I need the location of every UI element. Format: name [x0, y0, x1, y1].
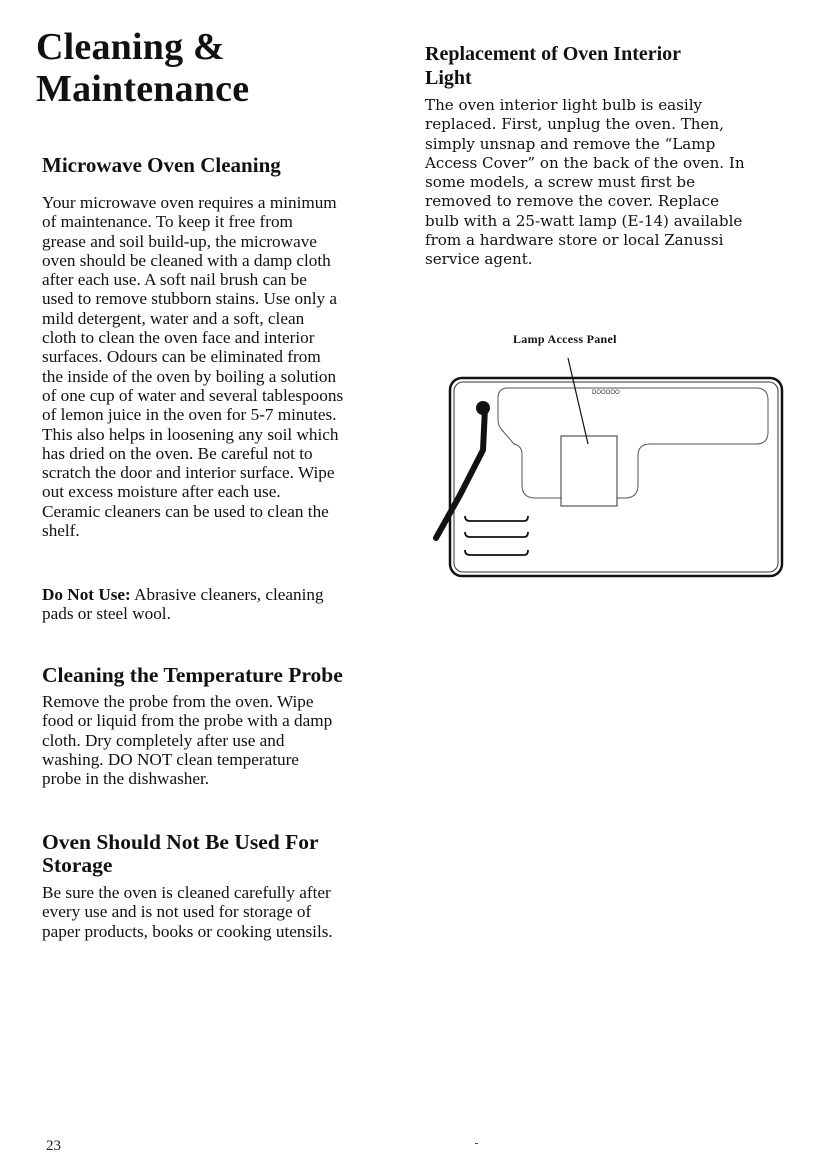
section-body	[425, 96, 805, 270]
text-line: some models, a screw must first be	[425, 173, 696, 192]
oven-back-diagram	[430, 320, 790, 590]
cord-plug-icon	[476, 401, 490, 415]
page-title-line-2: Maintenance	[36, 68, 250, 110]
text-line: of lemon juice in the oven for 5-7 minutes.	[42, 405, 337, 425]
text-line: bulb with a 25-watt lamp (E-14) available	[425, 211, 743, 230]
text-line	[42, 585, 412, 604]
text-line: used to remove stubborn stains. Use only a	[42, 289, 338, 309]
section-heading: Microwave Oven Cleaning	[42, 153, 281, 177]
text-line: Access Cover” on the back of the oven. In	[425, 153, 745, 172]
text-line: out excess moisture after each use.	[42, 482, 281, 502]
power-cord-icon	[436, 408, 485, 538]
heading-line: Light	[425, 67, 472, 89]
interior-cavity-outline	[498, 388, 768, 498]
text-line: shelf.	[42, 521, 80, 541]
section-storage	[42, 831, 412, 941]
text-line: scratch the door and interior surface. Wipe	[42, 463, 335, 483]
section-body	[42, 193, 412, 540]
text-line: removed to remove the cover. Replace	[425, 192, 720, 211]
text-line: washing. DO NOT clean temperature	[42, 749, 299, 769]
section-interior-light	[425, 42, 805, 270]
section-temperature-probe	[42, 664, 412, 788]
lamp-access-panel	[561, 436, 617, 506]
section-heading	[42, 831, 412, 877]
warning-text-rest: Abrasive cleaners, cleaning	[130, 585, 324, 604]
vent-slot	[465, 550, 528, 555]
warning-label: Do Not Use:	[42, 585, 131, 604]
section-heading	[425, 42, 805, 90]
text-line: Your microwave oven requires a minimum	[42, 193, 337, 212]
text-line: of one cup of water and several tablespoons	[42, 385, 344, 405]
text-line: cloth. Dry completely after use and	[42, 730, 285, 750]
vent-slot	[465, 532, 528, 537]
section-body	[42, 692, 412, 788]
leader-line	[568, 358, 588, 444]
text-line: service agent.	[425, 250, 533, 269]
text-line: cloth to clean the oven face and interior	[42, 328, 315, 348]
page-number: 23	[46, 1138, 61, 1154]
panel-marking: DOOOOO	[592, 390, 620, 396]
text-line: oven should be cleaned with a damp cloth	[42, 250, 331, 270]
scan-mark	[475, 1143, 478, 1144]
text-line: pads or steel wool.	[42, 604, 171, 624]
text-line: every use and is not used for storage of	[42, 902, 312, 922]
section-do-not-use	[42, 585, 412, 624]
text-line: the inside of the oven by boiling a solution	[42, 366, 337, 386]
text-line: simply unsnap and remove the “Lamp	[425, 134, 716, 153]
text-line: Be sure the oven is cleaned carefully after	[42, 883, 331, 902]
warning-text	[42, 585, 412, 624]
text-line: Ceramic cleaners can be used to clean the	[42, 501, 329, 521]
text-line: mild detergent, water and a soft, clean	[42, 308, 305, 328]
section-heading: Cleaning the Temperature Probe	[42, 663, 343, 687]
vent-slot	[465, 516, 528, 521]
text-line: has dried on the oven. Be careful not to	[42, 443, 313, 463]
page-title	[36, 26, 249, 110]
text-line: The oven interior light bulb is easily	[425, 96, 703, 114]
text-line: after each use. A soft nail brush can be	[42, 270, 307, 290]
text-line: paper products, books or cooking utensils.	[42, 921, 333, 941]
heading-line: Replacement of Oven Interior	[425, 43, 682, 65]
text-line: grease and soil build-up, the microwave	[42, 231, 317, 251]
text-line: food or liquid from the probe with a damp	[42, 711, 333, 731]
heading-line: Oven Should Not Be Used For	[42, 830, 319, 854]
page-title-line-1: Cleaning &	[36, 26, 225, 68]
text-line: replaced. First, unplug the oven. Then,	[425, 115, 724, 134]
text-line: This also helps in loosening any soil which	[42, 424, 339, 444]
text-line: probe in the dishwasher.	[42, 769, 210, 789]
heading-line: Storage	[42, 853, 113, 877]
section-body	[42, 883, 412, 941]
text-line: from a hardware store or local Zanussi	[425, 231, 724, 250]
section-microwave-oven-cleaning	[42, 154, 412, 540]
text-line: surfaces. Odours can be eliminated from	[42, 347, 321, 367]
diagram-label: Lamp Access Panel	[513, 332, 617, 346]
text-line: of maintenance. To keep it free from	[42, 212, 293, 232]
text-line: Remove the probe from the oven. Wipe	[42, 692, 314, 711]
